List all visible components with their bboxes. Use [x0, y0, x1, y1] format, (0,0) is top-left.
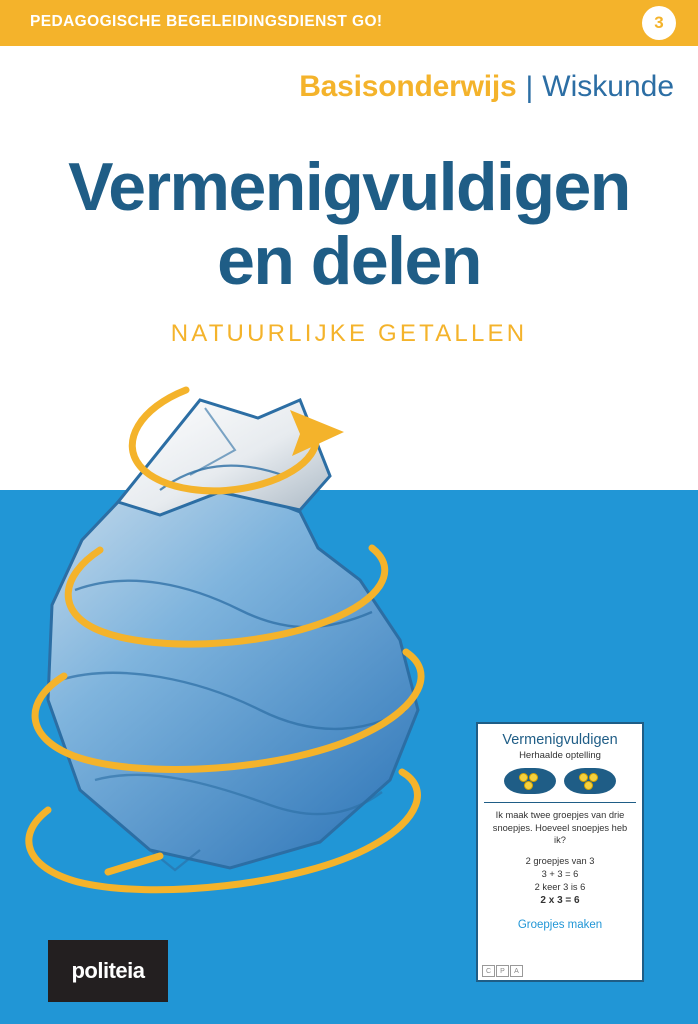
iceberg-illustration	[0, 380, 520, 900]
card-calculation-lines	[484, 855, 636, 907]
subject-line	[299, 70, 674, 104]
cpa-p: P	[496, 965, 509, 977]
candy-group-2	[564, 768, 616, 794]
publisher-logo	[48, 940, 168, 1002]
card-title: Vermenigvuldigen	[502, 732, 618, 748]
subject-divider: |	[525, 71, 534, 104]
publisher-line: PEDAGOGISCHE BEGELEIDINGSDIENST GO!	[30, 13, 383, 30]
candy-dot	[524, 781, 533, 790]
calc-result: 2 x 3 = 6	[540, 894, 580, 906]
card-footer-label: Groepjes maken	[517, 918, 603, 931]
card-divider	[484, 802, 636, 803]
grade-badge: 3	[642, 6, 676, 40]
top-band	[0, 0, 698, 46]
title-block	[0, 150, 698, 348]
page-title-line-1: Vermenigvuldigen	[68, 149, 630, 225]
card-subtitle: Herhaalde optelling	[519, 750, 601, 761]
publisher-logo-text: politeia	[71, 958, 145, 983]
page-subtitle: NATUURLIJKE GETALLEN	[170, 320, 528, 347]
subject-level: Basisonderwijs	[299, 70, 517, 103]
concept-card	[476, 722, 644, 982]
card-body-text: Ik maak twee groepjes van drie snoepjes. Hoeveel snoepjes heb ik?	[492, 810, 628, 845]
candy-dot	[584, 781, 593, 790]
cpa-a: A	[510, 965, 523, 977]
calc-line-1: 2 groepjes van 3	[525, 855, 595, 866]
page-title-line-2: en delen	[217, 223, 481, 299]
calc-line-2: 3 + 3 = 6	[541, 868, 579, 879]
cpa-indicator	[482, 965, 523, 977]
candy-group-1	[504, 768, 556, 794]
subject-course: Wiskunde	[542, 70, 674, 103]
card-group-illustration	[484, 768, 636, 794]
cpa-c: C	[482, 965, 495, 977]
calc-line-3: 2 keer 3 is 6	[534, 881, 586, 892]
